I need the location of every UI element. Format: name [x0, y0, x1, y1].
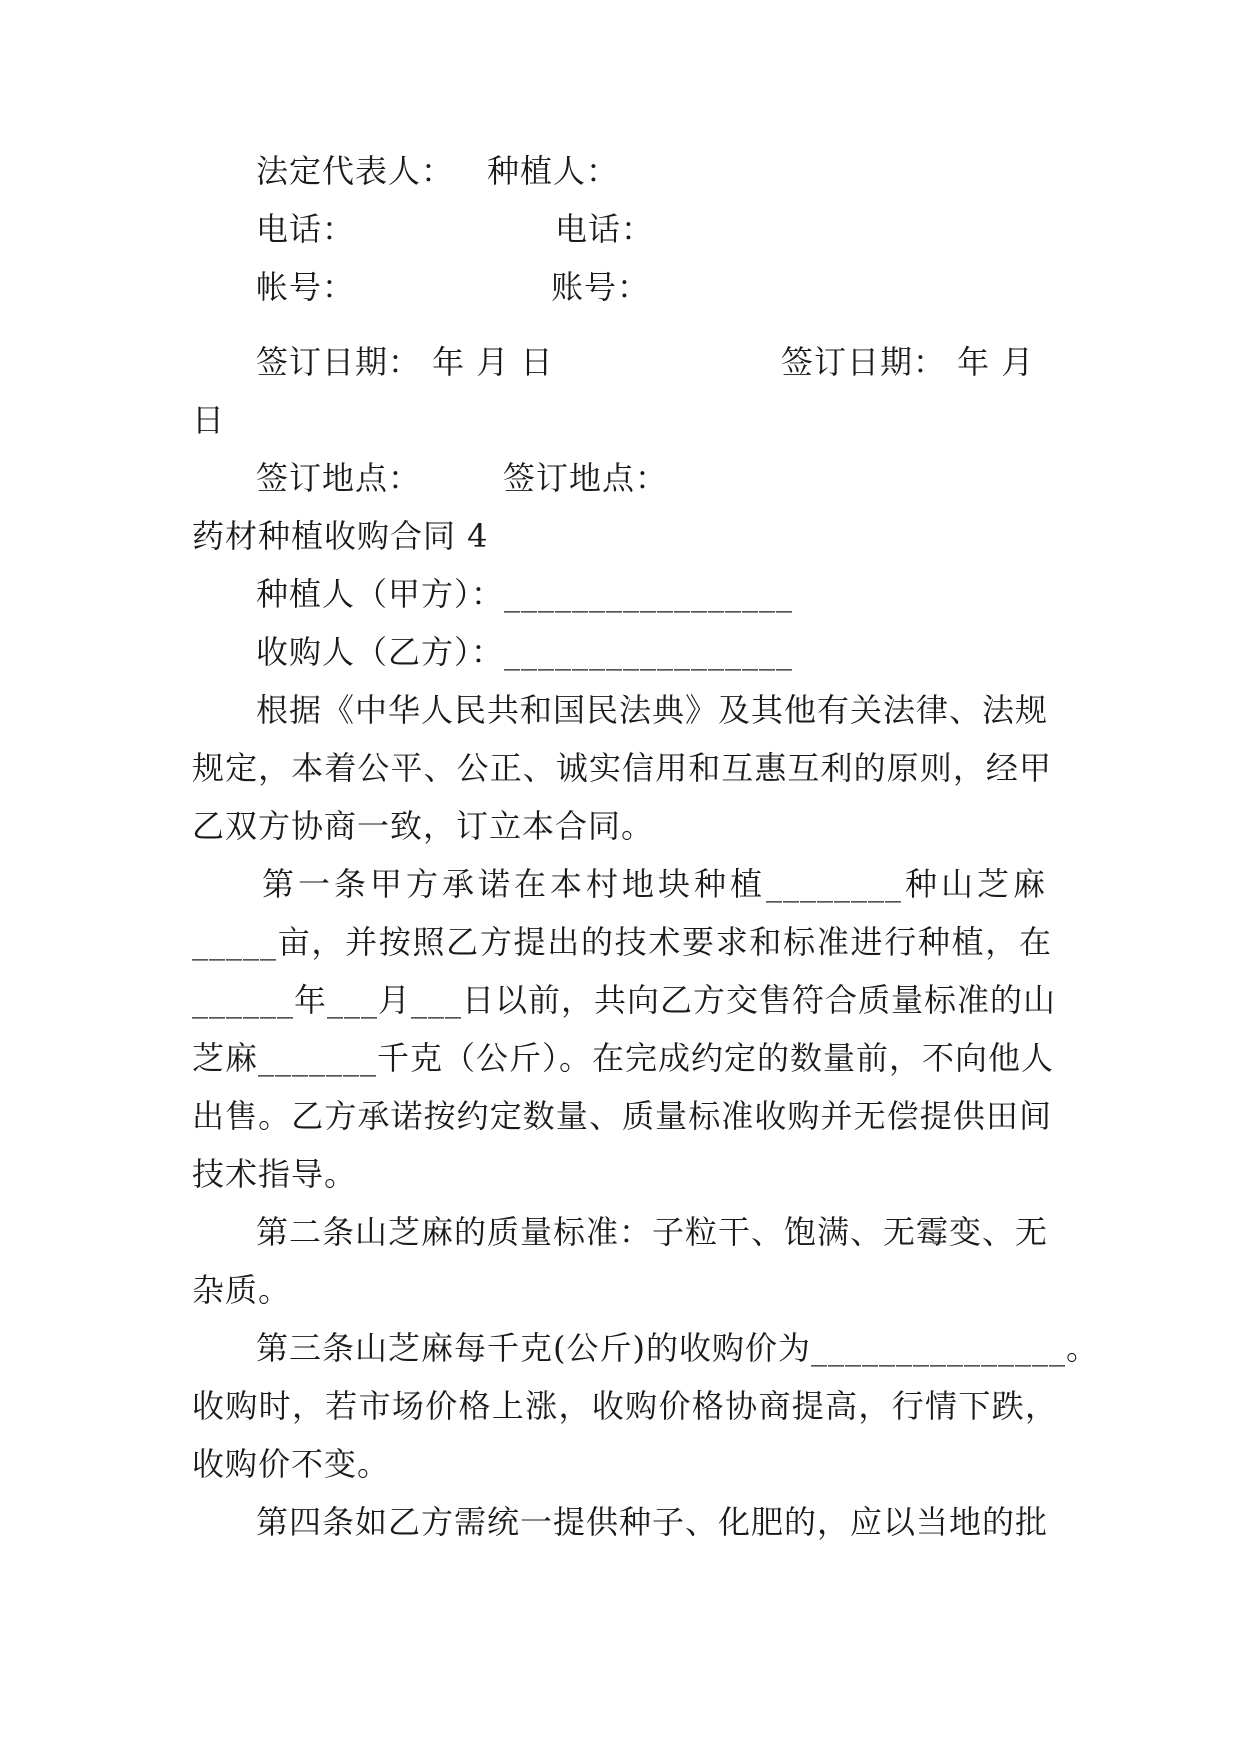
- contract-title: 药材种植收购合同 4: [192, 517, 489, 555]
- planter-label: 种植人：: [487, 152, 620, 190]
- article-2-line: 杂质。: [192, 1271, 292, 1309]
- phone-label-left: 电话：: [256, 210, 356, 248]
- article-1-line: ______年___月___日以前，共向乙方交售符合质量标准的山: [192, 981, 1057, 1019]
- sign-date-right-wrap: 日: [192, 401, 226, 439]
- article-1-line: _____亩，并按照乙方提出的技术要求和标准进行种植，在: [192, 923, 1052, 961]
- sign-date-right: 签订日期： 年 月: [781, 343, 1035, 381]
- legal-representative-label: 法定代表人：: [256, 152, 455, 190]
- party-b-line: 收购人（乙方）：_________________: [256, 633, 794, 671]
- article-2-line: 第二条山芝麻的质量标准：子粒干、饱满、无霉变、无: [256, 1213, 1049, 1251]
- phone-label-right: 电话：: [555, 210, 655, 248]
- account-label-left: 帐号：: [256, 268, 356, 306]
- account-label-right: 账号：: [551, 268, 651, 306]
- sign-date-left: 签订日期： 年 月 日: [256, 343, 554, 381]
- article-1-line: 出售。乙方承诺按约定数量、质量标准收购并无偿提供田间: [192, 1097, 1052, 1135]
- preamble-line: 根据《中华人民共和国民法典》及其他有关法律、法规: [256, 691, 1049, 729]
- preamble-line: 乙双方协商一致，订立本合同。: [192, 807, 655, 845]
- article-3-line: 收购时，若市场价格上涨，收购价格协商提高，行情下跌，: [192, 1387, 1058, 1425]
- article-3-line: 第三条山芝麻每千克(公斤)的收购价为_______________。: [256, 1329, 1099, 1367]
- sign-place-left: 签订地点：: [256, 459, 422, 497]
- preamble-line: 规定，本着公平、公正、诚实信用和互惠互利的原则，经甲: [192, 749, 1052, 787]
- article-1-line: 第一条甲方承诺在本村地块种植________种山芝麻: [262, 865, 1046, 903]
- article-1-line: 芝麻_______千克（公斤）。在完成约定的数量前，不向他人: [192, 1039, 1055, 1077]
- article-4-line: 第四条如乙方需统一提供种子、化肥的，应以当地的批: [256, 1503, 1049, 1541]
- article-3-line: 收购价不变。: [192, 1445, 391, 1483]
- sign-place-right: 签订地点：: [503, 459, 669, 497]
- party-a-line: 种植人（甲方）：_________________: [256, 575, 794, 613]
- article-1-line: 技术指导。: [192, 1155, 358, 1193]
